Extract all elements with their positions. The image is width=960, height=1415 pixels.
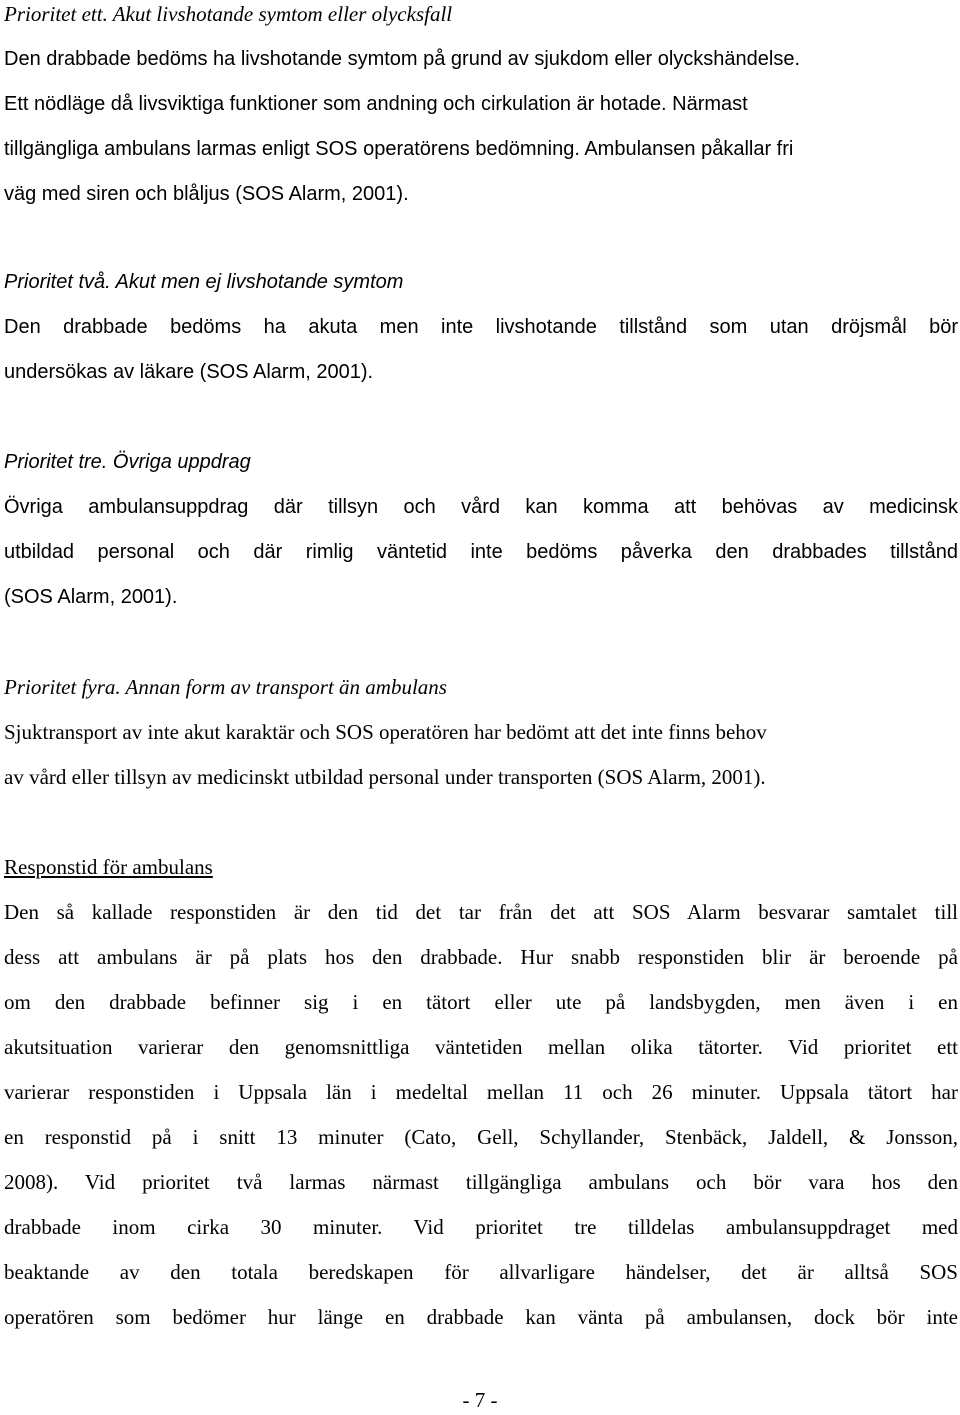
- section-responstid: [4, 845, 958, 1340]
- paragraph-line: beaktande av den totala beredskapen för allvarligare händelser, det är alltså SOS: [4, 1260, 958, 1284]
- section-heading: Responstid för ambulans: [4, 855, 213, 879]
- heading-prefix: Prioritet två.: [4, 271, 111, 293]
- section-prioritet-tre: [4, 440, 958, 620]
- paragraph-line: Den så kallade responstiden är den tid det tar från det att SOS Alarm besvarar samtalet till: [4, 900, 958, 924]
- paragraph-line: Den drabbade bedöms ha akuta men inte livshotande tillstånd som utan dröjsmål bör: [4, 316, 958, 338]
- paragraph-line: undersökas av läkare (SOS Alarm, 2001).: [4, 361, 374, 383]
- paragraph-line: Övriga ambulansuppdrag där tillsyn och vård kan komma att behövas av medicinsk: [4, 496, 958, 518]
- paragraph-line: varierar responstiden i Uppsala län i medeltal mellan 11 och 26 minuter. Uppsala tätort har: [4, 1080, 958, 1104]
- paragraph-line: tillgängliga ambulans larmas enligt SOS operatörens bedömning. Ambulansen påkallar fri: [4, 138, 794, 160]
- section-heading: [4, 665, 958, 710]
- paragraph-line: dess att ambulans är på plats hos den drabbade. Hur snabb responstiden blir är beroende på: [4, 945, 958, 969]
- paragraph-line: akutsituation varierar den genomsnittliga väntetiden mellan olika tätorter. Vid prioritet ett: [4, 1035, 958, 1059]
- paragraph-line: av vård eller tillsyn av medicinskt utbildad personal under transporten (SOS Alarm, 2001).: [4, 765, 766, 789]
- section-heading: [4, 0, 958, 37]
- paragraph-line: en responstid på i snitt 13 minuter (Cato, Gell, Schyllander, Stenbäck, Jaldell, & Jonsson,: [4, 1125, 958, 1149]
- heading-prefix: Prioritet tre.: [4, 451, 108, 473]
- paragraph-line: (SOS Alarm, 2001).: [4, 586, 178, 608]
- heading-title: Annan form av transport än ambulans: [120, 675, 447, 699]
- section-prioritet-tva: [4, 260, 958, 395]
- section-prioritet-fyra: [4, 665, 958, 800]
- paragraph-line: Den drabbade bedöms ha livshotande symtom på grund av sjukdom eller olyckshändelse.: [4, 48, 801, 70]
- paragraph-line: Ett nödläge då livsviktiga funktioner som andning och cirkulation är hotade. Närmast: [4, 93, 748, 115]
- section-heading: [4, 440, 958, 485]
- heading-title: Akut men ej livshotande symtom: [110, 271, 404, 293]
- paragraph-line: väg med siren och blåljus (SOS Alarm, 2001).: [4, 183, 409, 205]
- paragraph-line: Sjuktransport av inte akut karaktär och SOS operatören har bedömt att det inte finns behov: [4, 720, 767, 744]
- section-heading: [4, 260, 958, 305]
- paragraph-line: 2008). Vid prioritet två larmas närmast tillgängliga ambulans och bör vara hos den: [4, 1170, 958, 1194]
- heading-prefix: Prioritet ett.: [4, 2, 108, 26]
- page-number: - 7 -: [462, 1388, 498, 1412]
- paragraph-line: operatören som bedömer hur länge en drabbade kan vänta på ambulansen, dock bör inte: [4, 1305, 958, 1329]
- paragraph-line: drabbade inom cirka 30 minuter. Vid prioritet tre tilldelas ambulansuppdraget med: [4, 1215, 958, 1239]
- heading-prefix: Prioritet fyra.: [4, 675, 121, 699]
- heading-title: Övriga uppdrag: [107, 451, 251, 473]
- paragraph-line: utbildad personal och där rimlig väntetid inte bedöms påverka den drabbades tillstånd: [4, 541, 958, 563]
- paragraph-line: om den drabbade befinner sig i en tätort eller ute på landsbygden, men även i en: [4, 990, 958, 1014]
- heading-title: Akut livshotande symtom eller olycksfall: [107, 2, 453, 26]
- section-prioritet-ett: [4, 0, 958, 217]
